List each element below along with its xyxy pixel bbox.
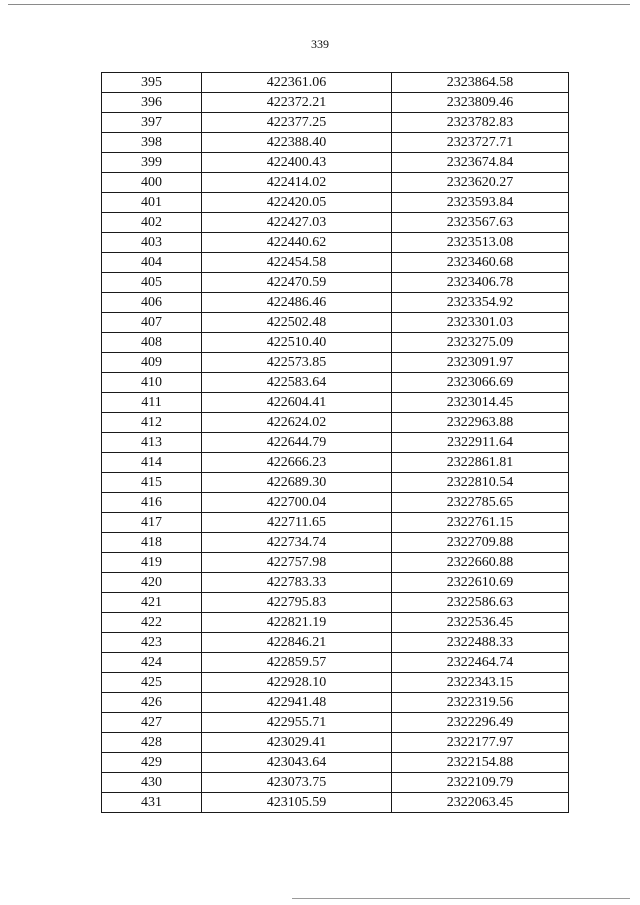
table-row bbox=[102, 793, 569, 813]
x-coordinate-cell: 422440.62 bbox=[202, 233, 392, 253]
y-coordinate-cell: 2322861.81 bbox=[392, 453, 569, 473]
x-coordinate-cell: 422414.02 bbox=[202, 173, 392, 193]
x-coordinate-cell: 422795.83 bbox=[202, 593, 392, 613]
y-coordinate-cell: 2322709.88 bbox=[392, 533, 569, 553]
table-row bbox=[102, 593, 569, 613]
table-row bbox=[102, 193, 569, 213]
point-number-cell: 411 bbox=[102, 393, 202, 413]
table-row bbox=[102, 713, 569, 733]
y-coordinate-cell: 2323593.84 bbox=[392, 193, 569, 213]
x-coordinate-cell: 422700.04 bbox=[202, 493, 392, 513]
point-number-cell: 427 bbox=[102, 713, 202, 733]
y-coordinate-cell: 2323513.08 bbox=[392, 233, 569, 253]
table-row bbox=[102, 93, 569, 113]
table-row bbox=[102, 413, 569, 433]
x-coordinate-cell: 422470.59 bbox=[202, 273, 392, 293]
y-coordinate-cell: 2322154.88 bbox=[392, 753, 569, 773]
y-coordinate-cell: 2322296.49 bbox=[392, 713, 569, 733]
x-coordinate-cell: 422783.33 bbox=[202, 573, 392, 593]
x-coordinate-cell: 423105.59 bbox=[202, 793, 392, 813]
table-row bbox=[102, 493, 569, 513]
x-coordinate-cell: 422510.40 bbox=[202, 333, 392, 353]
y-coordinate-cell: 2323782.83 bbox=[392, 113, 569, 133]
point-number-cell: 423 bbox=[102, 633, 202, 653]
point-number-cell: 408 bbox=[102, 333, 202, 353]
point-number-cell: 403 bbox=[102, 233, 202, 253]
x-coordinate-cell: 422734.74 bbox=[202, 533, 392, 553]
point-number-cell: 399 bbox=[102, 153, 202, 173]
x-coordinate-cell: 422928.10 bbox=[202, 673, 392, 693]
x-coordinate-cell: 422583.64 bbox=[202, 373, 392, 393]
x-coordinate-cell: 422400.43 bbox=[202, 153, 392, 173]
y-coordinate-cell: 2322109.79 bbox=[392, 773, 569, 793]
point-number-cell: 409 bbox=[102, 353, 202, 373]
y-coordinate-cell: 2323864.58 bbox=[392, 73, 569, 93]
y-coordinate-cell: 2322177.97 bbox=[392, 733, 569, 753]
table-row bbox=[102, 473, 569, 493]
y-coordinate-cell: 2322536.45 bbox=[392, 613, 569, 633]
point-number-cell: 397 bbox=[102, 113, 202, 133]
point-number-cell: 418 bbox=[102, 533, 202, 553]
point-number-cell: 430 bbox=[102, 773, 202, 793]
point-number-cell: 426 bbox=[102, 693, 202, 713]
y-coordinate-cell: 2323620.27 bbox=[392, 173, 569, 193]
page-number: 339 bbox=[311, 37, 329, 51]
table-row bbox=[102, 533, 569, 553]
y-coordinate-cell: 2322911.64 bbox=[392, 433, 569, 453]
x-coordinate-cell: 422388.40 bbox=[202, 133, 392, 153]
table-row bbox=[102, 653, 569, 673]
x-coordinate-cell: 423073.75 bbox=[202, 773, 392, 793]
point-number-cell: 395 bbox=[102, 73, 202, 93]
y-coordinate-cell: 2323406.78 bbox=[392, 273, 569, 293]
y-coordinate-cell: 2323809.46 bbox=[392, 93, 569, 113]
table-row bbox=[102, 133, 569, 153]
x-coordinate-cell: 422420.05 bbox=[202, 193, 392, 213]
x-coordinate-cell: 422711.65 bbox=[202, 513, 392, 533]
point-number-cell: 406 bbox=[102, 293, 202, 313]
x-coordinate-cell: 422689.30 bbox=[202, 473, 392, 493]
point-number-cell: 404 bbox=[102, 253, 202, 273]
y-coordinate-cell: 2323354.92 bbox=[392, 293, 569, 313]
table-row bbox=[102, 753, 569, 773]
y-coordinate-cell: 2323091.97 bbox=[392, 353, 569, 373]
point-number-cell: 412 bbox=[102, 413, 202, 433]
point-number-cell: 429 bbox=[102, 753, 202, 773]
bottom-border-line bbox=[292, 898, 630, 899]
y-coordinate-cell: 2322810.54 bbox=[392, 473, 569, 493]
y-coordinate-cell: 2323301.03 bbox=[392, 313, 569, 333]
point-number-cell: 431 bbox=[102, 793, 202, 813]
y-coordinate-cell: 2322660.88 bbox=[392, 553, 569, 573]
point-number-cell: 400 bbox=[102, 173, 202, 193]
y-coordinate-cell: 2323275.09 bbox=[392, 333, 569, 353]
point-number-cell: 417 bbox=[102, 513, 202, 533]
y-coordinate-cell: 2322963.88 bbox=[392, 413, 569, 433]
table-row bbox=[102, 273, 569, 293]
x-coordinate-cell: 422486.46 bbox=[202, 293, 392, 313]
x-coordinate-cell: 422757.98 bbox=[202, 553, 392, 573]
point-number-cell: 416 bbox=[102, 493, 202, 513]
x-coordinate-cell: 422604.41 bbox=[202, 393, 392, 413]
top-border-line bbox=[8, 4, 630, 5]
table-row bbox=[102, 73, 569, 93]
point-number-cell: 410 bbox=[102, 373, 202, 393]
x-coordinate-cell: 422377.25 bbox=[202, 113, 392, 133]
table-row bbox=[102, 733, 569, 753]
point-number-cell: 402 bbox=[102, 213, 202, 233]
y-coordinate-cell: 2322343.15 bbox=[392, 673, 569, 693]
y-coordinate-cell: 2322761.15 bbox=[392, 513, 569, 533]
y-coordinate-cell: 2322063.45 bbox=[392, 793, 569, 813]
x-coordinate-cell: 422502.48 bbox=[202, 313, 392, 333]
x-coordinate-cell: 422644.79 bbox=[202, 433, 392, 453]
y-coordinate-cell: 2322464.74 bbox=[392, 653, 569, 673]
table-row bbox=[102, 353, 569, 373]
point-number-cell: 415 bbox=[102, 473, 202, 493]
x-coordinate-cell: 422624.02 bbox=[202, 413, 392, 433]
point-number-cell: 422 bbox=[102, 613, 202, 633]
table-row bbox=[102, 293, 569, 313]
table-row bbox=[102, 773, 569, 793]
table-row bbox=[102, 613, 569, 633]
table-body bbox=[102, 73, 569, 813]
table-row bbox=[102, 373, 569, 393]
table-row bbox=[102, 213, 569, 233]
point-number-cell: 425 bbox=[102, 673, 202, 693]
y-coordinate-cell: 2322610.69 bbox=[392, 573, 569, 593]
y-coordinate-cell: 2323066.69 bbox=[392, 373, 569, 393]
x-coordinate-cell: 422427.03 bbox=[202, 213, 392, 233]
y-coordinate-cell: 2322319.56 bbox=[392, 693, 569, 713]
table-row bbox=[102, 393, 569, 413]
table-row bbox=[102, 313, 569, 333]
point-number-cell: 396 bbox=[102, 93, 202, 113]
table-row bbox=[102, 153, 569, 173]
point-number-cell: 414 bbox=[102, 453, 202, 473]
x-coordinate-cell: 422666.23 bbox=[202, 453, 392, 473]
table-row bbox=[102, 333, 569, 353]
y-coordinate-cell: 2323727.71 bbox=[392, 133, 569, 153]
y-coordinate-cell: 2323567.63 bbox=[392, 213, 569, 233]
y-coordinate-cell: 2323014.45 bbox=[392, 393, 569, 413]
point-number-cell: 419 bbox=[102, 553, 202, 573]
point-number-cell: 428 bbox=[102, 733, 202, 753]
table-row bbox=[102, 513, 569, 533]
table-row bbox=[102, 693, 569, 713]
y-coordinate-cell: 2322586.63 bbox=[392, 593, 569, 613]
y-coordinate-cell: 2323460.68 bbox=[392, 253, 569, 273]
y-coordinate-cell: 2323674.84 bbox=[392, 153, 569, 173]
point-number-cell: 407 bbox=[102, 313, 202, 333]
point-number-cell: 413 bbox=[102, 433, 202, 453]
x-coordinate-cell: 423043.64 bbox=[202, 753, 392, 773]
point-number-cell: 401 bbox=[102, 193, 202, 213]
table-row bbox=[102, 433, 569, 453]
x-coordinate-cell: 422573.85 bbox=[202, 353, 392, 373]
table-row bbox=[102, 453, 569, 473]
x-coordinate-cell: 422859.57 bbox=[202, 653, 392, 673]
table-row bbox=[102, 233, 569, 253]
x-coordinate-cell: 422941.48 bbox=[202, 693, 392, 713]
x-coordinate-cell: 423029.41 bbox=[202, 733, 392, 753]
point-number-cell: 424 bbox=[102, 653, 202, 673]
x-coordinate-cell: 422821.19 bbox=[202, 613, 392, 633]
table-row bbox=[102, 253, 569, 273]
table-row bbox=[102, 173, 569, 193]
x-coordinate-cell: 422955.71 bbox=[202, 713, 392, 733]
table-row bbox=[102, 633, 569, 653]
y-coordinate-cell: 2322488.33 bbox=[392, 633, 569, 653]
table-row bbox=[102, 553, 569, 573]
x-coordinate-cell: 422361.06 bbox=[202, 73, 392, 93]
x-coordinate-cell: 422846.21 bbox=[202, 633, 392, 653]
point-number-cell: 420 bbox=[102, 573, 202, 593]
point-number-cell: 421 bbox=[102, 593, 202, 613]
y-coordinate-cell: 2322785.65 bbox=[392, 493, 569, 513]
x-coordinate-cell: 422372.21 bbox=[202, 93, 392, 113]
coordinates-table bbox=[101, 72, 569, 813]
point-number-cell: 405 bbox=[102, 273, 202, 293]
table-row bbox=[102, 673, 569, 693]
x-coordinate-cell: 422454.58 bbox=[202, 253, 392, 273]
point-number-cell: 398 bbox=[102, 133, 202, 153]
table-row bbox=[102, 573, 569, 593]
table-row bbox=[102, 113, 569, 133]
